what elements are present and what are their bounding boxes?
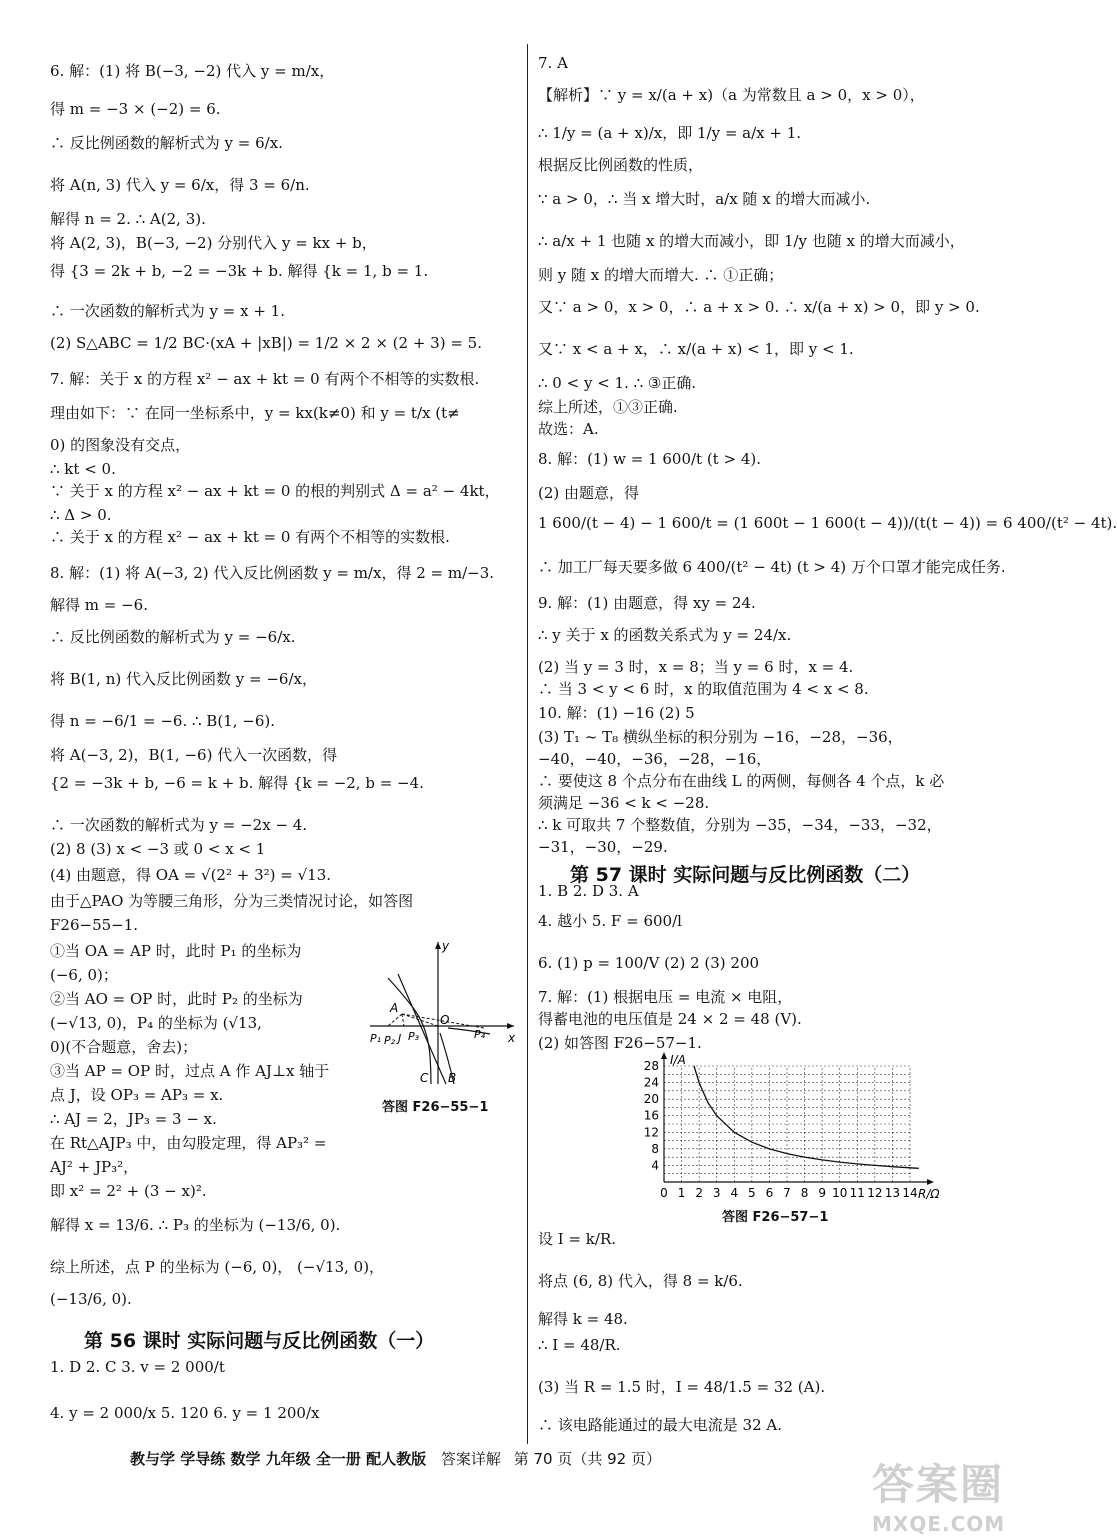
text-line: ∴ I = 48/R. — [538, 1336, 621, 1354]
chart-y-tick-label: 12 — [643, 1125, 659, 1140]
text-line: ∴ AJ = 2，JP₃ = 3 − x. — [50, 1110, 217, 1128]
text-line: 理由如下：∵ 在同一坐标系中，y = kx(k≠0) 和 y = t/x (t≠ — [50, 404, 460, 422]
figure-caption-f26-55-1: 答图 F26−55−1 — [382, 1100, 489, 1115]
chart-y-tick-label: 8 — [651, 1141, 659, 1156]
text-line: ∴ 当 3 < y < 6 时，x 的取值范围为 4 < x < 8. — [538, 680, 869, 698]
chart-y-axis-label: I/A — [670, 1053, 686, 1067]
figure-label: J — [398, 1032, 402, 1045]
text-line: 【解析】∵ y = x/(a + x)（a 为常数且 a > 0，x > 0）， — [538, 86, 925, 104]
chart-x-axis-label: R/Ω — [918, 1187, 940, 1201]
chart-x-tick-label: 12 — [867, 1186, 883, 1200]
figure-label: P₁ — [370, 1032, 382, 1045]
text-line: (2) 8 (3) x < −3 或 0 < x < 1 — [50, 840, 266, 858]
text-line: 须满足 −36 < k < −28. — [538, 794, 710, 812]
chart-x-tick-label: 10 — [832, 1186, 848, 1200]
chart-f26-57-1 — [624, 1052, 964, 1202]
chart-y-tick-label: 24 — [643, 1075, 659, 1090]
text-line: 得 n = −6/1 = −6. ∴ B(1, −6). — [50, 712, 275, 730]
figure-caption-f26-57-1: 答图 F26−57−1 — [722, 1210, 829, 1225]
watermark-logo — [872, 1452, 1032, 1536]
footer-page-number: 第 70 页（共 92 页） — [513, 1450, 661, 1468]
chart-x-tick-label: 2 — [695, 1186, 703, 1200]
text-line: 6. 解：(1) 将 B(−3, −2) 代入 y = m/x， — [50, 62, 335, 80]
text-line: 9. 解：(1) 由题意，得 xy = 24. — [538, 594, 756, 612]
text-line: 将 A(2, 3)，B(−3, −2) 分别代入 y = kx + b， — [50, 234, 377, 252]
text-line: ∴ kt < 0. — [50, 460, 116, 478]
text-line: 点 J，设 OP₃ = AP₃ = x. — [50, 1086, 224, 1104]
text-line: ∴ y 关于 x 的函数关系式为 y = 24/x. — [538, 626, 792, 644]
text-line: 得 {3 = 2k + b, −2 = −3k + b. 解得 {k = 1, b = 1. — [50, 262, 429, 280]
text-line: 将 A(n, 3) 代入 y = 6/x，得 3 = 6/n. — [50, 176, 310, 194]
footer-book-title: 教与学 学导练 数学 九年级 全一册 配人教版 — [130, 1450, 427, 1468]
watermark-bottom-text: MXQE.COM — [872, 1512, 1006, 1536]
text-line: ∴ k 可取共 7 个整数值，分别为 −35，−34，−33，−32， — [538, 816, 942, 834]
text-line: ③当 AP = OP 时，过点 A 作 AJ⊥x 轴于 — [50, 1062, 330, 1080]
text-line: 将 B(1, n) 代入反比例函数 y = −6/x， — [50, 670, 317, 688]
chart-x-tick-label: 9 — [818, 1186, 826, 1200]
text-line: ∴ 该电路能通过的最大电流是 32 A. — [538, 1416, 782, 1434]
figure-label: x — [508, 1031, 516, 1045]
text-line: (3) 当 R = 1.5 时，I = 48/1.5 = 32 (A). — [538, 1378, 826, 1396]
text-line: ∴ 一次函数的解析式为 y = x + 1. — [50, 302, 285, 320]
text-line: ∴ 要使这 8 个点分布在曲线 L 的两侧，每侧各 4 个点，k 必 — [538, 772, 945, 790]
column-divider — [527, 44, 528, 1444]
section-title-56: 第 56 课时 实际问题与反比例函数（一） — [84, 1330, 435, 1352]
text-line: 4. y = 2 000/x 5. 120 6. y = 1 200/x — [50, 1404, 320, 1422]
text-line: (2) S△ABC = 1/2 BC·(xA + |xB|) = 1/2 × 2 × (2 + 3) = 5. — [50, 334, 482, 352]
text-line: 得 m = −3 × (−2) = 6. — [50, 100, 221, 118]
text-line: 6. (1) p = 100/V (2) 2 (3) 200 — [538, 954, 760, 972]
text-line: ∴ Δ > 0. — [50, 506, 112, 524]
footer-label: 答案详解 — [440, 1450, 501, 1468]
chart-y-tick-label: 20 — [643, 1092, 659, 1107]
figure-label: P₂ — [384, 1034, 396, 1047]
text-line: 4. 越小 5. F = 600/l — [538, 912, 682, 930]
chart-x-axis-arrow — [927, 1179, 934, 1185]
figure-f26-55-1 — [368, 938, 518, 1088]
text-line: 1 600/(t − 4) − 1 600/t = (1 600t − 1 600(t − 4))/(t(t − 4)) = 6 400/(t² − 4t). — [538, 514, 1117, 532]
text-line: 7. 解：关于 x 的方程 x² − ax + kt = 0 有两个不相等的实数根. — [50, 370, 480, 388]
chart-y-axis-arrow — [661, 1052, 667, 1059]
text-line: (3) T₁ ~ T₈ 横纵坐标的积分别为 −16，−28，−36， — [538, 728, 903, 746]
text-line: 综上所述，①③正确. — [538, 398, 678, 416]
chart-y-tick-label: 4 — [651, 1158, 659, 1173]
text-line: 得蓄电池的电压值是 24 × 2 = 48 (V). — [538, 1010, 802, 1028]
text-line: 则 y 随 x 的增大而增大. ∴ ①正确； — [538, 266, 784, 284]
text-line: 在 Rt△AJP₃ 中，由勾股定理，得 AP₃² = — [50, 1134, 327, 1152]
text-line: −40，−40，−36，−28，−16， — [538, 750, 772, 768]
text-line: ∵ a > 0，∴ 当 x 增大时，a/x 随 x 的增大而减小. — [538, 190, 871, 208]
figure-label: P₄ — [474, 1028, 486, 1041]
text-line: (−6, 0)； — [50, 966, 118, 984]
text-line: 8. 解：(1) w = 1 600/t (t > 4). — [538, 450, 761, 468]
section-title-57: 第 57 课时 实际问题与反比例函数（二） — [570, 864, 921, 886]
text-line: 7. A — [538, 54, 568, 72]
figure-label: P₃ — [408, 1030, 420, 1043]
chart-x-tick-label: 14 — [902, 1186, 918, 1200]
chart-x-tick-label: 13 — [884, 1186, 901, 1200]
text-line: ∴ 0 < y < 1. ∴ ③正确. — [538, 374, 697, 392]
chart-y-tick-label: 28 — [643, 1059, 659, 1073]
text-line: 由于△PAO 为等腰三角形，分为三类情况讨论，如答图 — [50, 892, 414, 910]
text-line: 0)(不合题意，舍去)； — [50, 1038, 198, 1056]
text-line: 10. 解：(1) −16 (2) 5 — [538, 704, 695, 722]
text-line: −31，−30，−29. — [538, 838, 668, 856]
chart-x-tick-label: 8 — [800, 1186, 809, 1200]
text-line: AJ² + JP₃²， — [50, 1158, 139, 1176]
text-line: {2 = −3k + b, −6 = k + b. 解得 {k = −2, b = −4. — [50, 774, 424, 792]
chart-x-tick-label: 7 — [783, 1186, 791, 1200]
text-line: (4) 由题意，得 OA = √(2² + 3²) = √13. — [50, 866, 332, 884]
text-line: (2) 当 y = 3 时，x = 8；当 y = 6 时，x = 4. — [538, 658, 854, 676]
text-line: 将 A(−3, 2)，B(1, −6) 代入一次函数，得 — [50, 746, 338, 764]
text-line: 解得 k = 48. — [538, 1310, 628, 1328]
figure-label: A — [390, 1001, 399, 1015]
text-line: 0) 的图象没有交点， — [50, 436, 191, 454]
page-footer — [130, 1448, 661, 1469]
chart-y-tick-label: 16 — [643, 1108, 659, 1123]
text-line: (2) 由题意，得 — [538, 484, 640, 502]
text-line: ∴ 加工厂每天要多做 6 400/(t² − 4t) (t > 4) 万个口罩才能完成任务. — [538, 558, 1006, 576]
text-line: (−13/6, 0). — [50, 1290, 132, 1308]
chart-x-tick-label: 5 — [748, 1186, 756, 1200]
chart-x-tick-label: 3 — [712, 1186, 721, 1200]
text-line: 根据反比例函数的性质， — [538, 156, 704, 174]
text-line: F26−55−1. — [50, 916, 139, 934]
text-line: 8. 解：(1) 将 A(−3, 2) 代入反比例函数 y = m/x，得 2 = m/−3. — [50, 564, 495, 582]
chart-x-tick-label: 4 — [730, 1186, 739, 1200]
text-line: 解得 m = −6. — [50, 596, 148, 614]
text-line: ∴ 反比例函数的解析式为 y = −6/x. — [50, 628, 296, 646]
figure-label: B — [448, 1071, 457, 1085]
chart-x-tick-label: 1 — [677, 1186, 686, 1200]
text-line: 7. 解：(1) 根据电压 = 电流 × 电阻， — [538, 988, 793, 1006]
text-line: ∵ 关于 x 的方程 x² − ax + kt = 0 的根的判别式 Δ = a² − 4kt， — [50, 482, 500, 500]
chart-x-tick-label: 0 — [660, 1186, 668, 1200]
text-line: ∴ 一次函数的解析式为 y = −2x − 4. — [50, 816, 308, 834]
text-line: ①当 OA = AP 时，此时 P₁ 的坐标为 — [50, 942, 302, 960]
text-line: 1. B 2. D 3. A — [538, 882, 639, 900]
text-line: 解得 n = 2. ∴ A(2, 3). — [50, 210, 206, 228]
text-line: 设 I = k/R. — [538, 1230, 617, 1248]
text-line: 解得 x = 13/6. ∴ P₃ 的坐标为 (−13/6, 0). — [50, 1216, 341, 1234]
text-line: 1. D 2. C 3. v = 2 000/t — [50, 1358, 225, 1376]
text-line: ∴ a/x + 1 也随 x 的增大而减小，即 1/y 也随 x 的增大而减小， — [538, 232, 965, 250]
text-line: 即 x² = 2² + (3 − x)². — [50, 1182, 207, 1200]
text-line: 综上所述，点 P 的坐标为 (−6, 0)， (−√13, 0)， — [50, 1258, 385, 1276]
text-line: 故选：A. — [538, 420, 599, 438]
text-line: ∴ 关于 x 的方程 x² − ax + kt = 0 有两个不相等的实数根. — [50, 528, 450, 546]
chart-x-tick-label: 11 — [849, 1186, 865, 1200]
text-line: ∴ 1/y = (a + x)/x，即 1/y = a/x + 1. — [538, 124, 802, 142]
chart-x-tick-label: 6 — [765, 1186, 774, 1200]
text-line: 又∵ a > 0，x > 0，∴ a + x > 0. ∴ x/(a + x) > 0，即 y > 0. — [538, 298, 980, 316]
watermark-top-text: 答案圈 — [872, 1460, 1005, 1509]
chart-series-line — [694, 1066, 919, 1168]
text-line: (2) 如答图 F26−57−1. — [538, 1034, 702, 1052]
text-line: 又∵ x < a + x，∴ x/(a + x) < 1，即 y < 1. — [538, 340, 854, 358]
figure-label: y — [442, 939, 450, 953]
text-line: ∴ 反比例函数的解析式为 y = 6/x. — [50, 134, 283, 152]
text-line: ②当 AO = OP 时，此时 P₂ 的坐标为 — [50, 990, 303, 1008]
figure-label: C — [420, 1071, 429, 1085]
figure-label: O — [440, 1013, 450, 1027]
text-line: (−√13, 0)，P₄ 的坐标为 (√13, — [50, 1014, 262, 1032]
text-line: 将点 (6, 8) 代入，得 8 = k/6. — [538, 1272, 743, 1290]
